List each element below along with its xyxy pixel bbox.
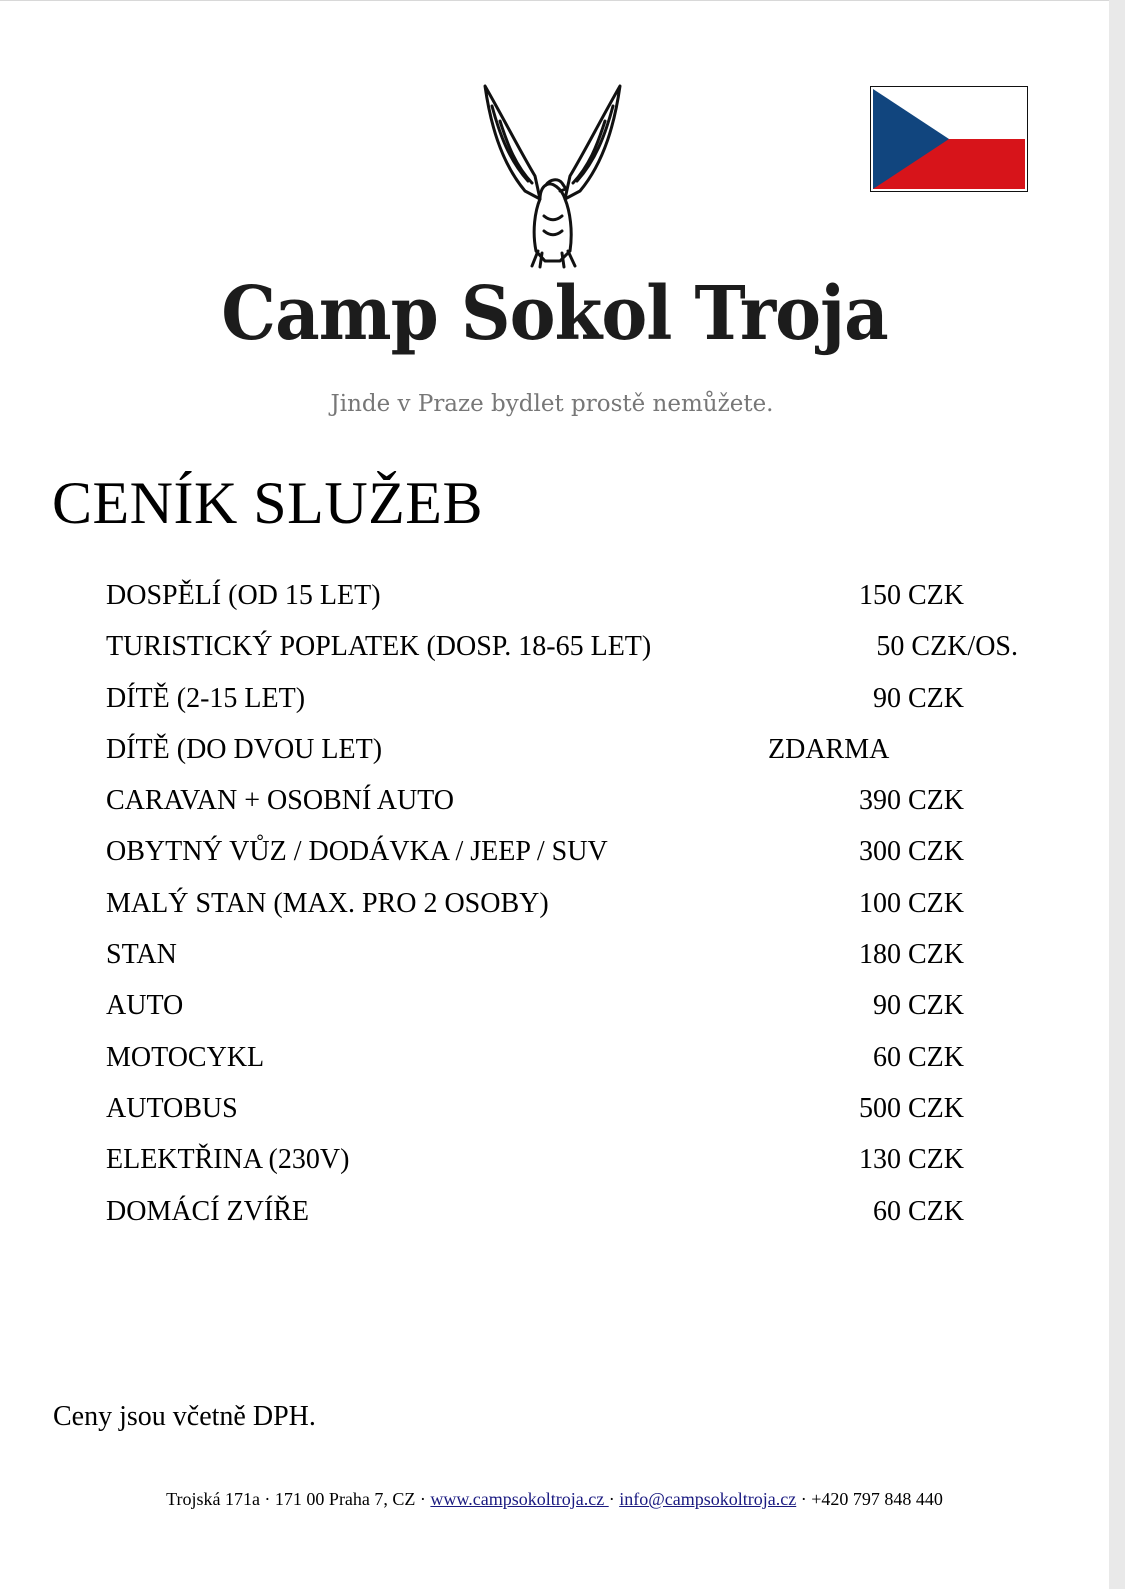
eagle-icon (480, 81, 625, 271)
footer-phone: · +420 797 848 440 (796, 1489, 943, 1509)
tagline: Jinde v Praze bydlet prostě nemůžete. (330, 391, 774, 417)
price-list (106, 576, 1046, 1243)
item-price: 180 CZK (859, 939, 964, 971)
list-item (106, 1038, 1046, 1089)
item-label: DOSPĚLÍ (OD 15 LET) (106, 580, 381, 611)
item-label: DÍTĚ (2-15 LET) (106, 682, 306, 714)
vat-note: Ceny jsou včetně DPH. (53, 1401, 316, 1432)
item-label: DOMÁCÍ ZVÍŘE (106, 1195, 309, 1227)
item-price: 100 CZK (859, 887, 964, 919)
footer-address: Trojská 171a · 171 00 Praha 7, CZ · (166, 1489, 431, 1509)
item-price: 60 CZK (873, 1041, 964, 1073)
list-item (106, 1089, 1046, 1140)
item-label: CARAVAN + OSOBNÍ AUTO (106, 785, 454, 817)
list-item (106, 730, 1046, 781)
website-link[interactable]: www.campsokoltroja.cz (430, 1489, 609, 1509)
list-item (106, 935, 1046, 986)
item-label: AUTO (106, 990, 184, 1022)
footer (0, 1489, 1109, 1510)
item-price: 150 CZK (859, 580, 964, 611)
item-label: STAN (106, 939, 177, 971)
item-price: 60 CZK (873, 1195, 964, 1227)
list-item (106, 1192, 1046, 1243)
item-label: ELEKTŘINA (230V) (106, 1144, 350, 1176)
footer-separator: · (608, 1489, 620, 1509)
list-item (106, 832, 1046, 883)
list-item (106, 679, 1046, 730)
brand-name: Camp Sokol Troja (221, 271, 888, 357)
item-price: 300 CZK (859, 836, 964, 868)
item-price: ZDARMA (768, 733, 890, 765)
item-price: 500 CZK (859, 1092, 964, 1124)
email-link[interactable]: info@campsokoltroja.cz (619, 1489, 797, 1509)
item-label: TURISTICKÝ POPLATEK (DOSP. 18-65 LET) (106, 631, 652, 663)
czech-flag-icon (870, 86, 1028, 192)
item-label: DÍTĚ (DO DVOU LET) (106, 733, 383, 765)
list-item (106, 1140, 1046, 1191)
list-item (106, 986, 1046, 1037)
list-item (106, 576, 1046, 627)
item-label: AUTOBUS (106, 1092, 238, 1124)
item-label: MOTOCYKL (106, 1041, 265, 1073)
list-item (106, 884, 1046, 935)
item-price: 130 CZK (859, 1144, 964, 1176)
item-price: 390 CZK (859, 785, 964, 817)
item-label: MALÝ STAN (MAX. PRO 2 OSOBY) (106, 887, 549, 919)
item-price: 90 CZK (873, 682, 964, 714)
page-title: CENÍK SLUŽEB (52, 470, 483, 536)
list-item (106, 781, 1046, 832)
item-label: OBYTNÝ VŮZ / DODÁVKA / JEEP / SUV (106, 836, 608, 868)
item-price: 90 CZK (873, 990, 964, 1022)
item-price: 50 CZK/OS. (876, 631, 1018, 663)
list-item (106, 627, 1046, 678)
